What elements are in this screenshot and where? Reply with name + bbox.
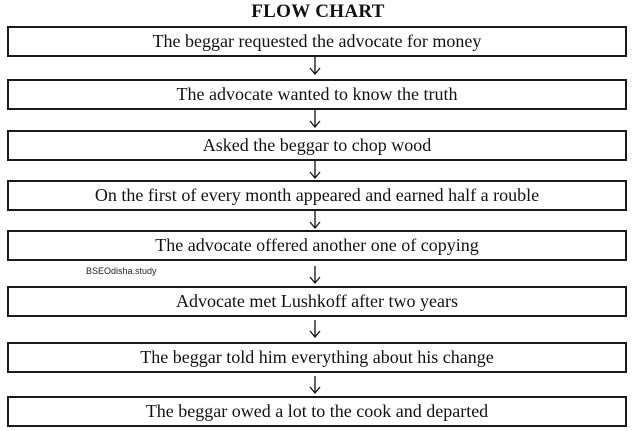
step-label-8: The beggar owed a lot to the cook and departed (145, 401, 489, 421)
down-arrow-icon (308, 160, 322, 180)
step-box-8 (7, 396, 627, 427)
down-arrow-icon (308, 109, 322, 129)
step-label-7: The beggar told him everything about his change (140, 347, 494, 367)
step-box-6 (7, 286, 627, 317)
down-arrow-icon (308, 210, 322, 230)
flowchart-title: FLOW CHART (251, 1, 385, 22)
down-arrow-icon (308, 56, 322, 76)
step-box-2 (7, 79, 627, 110)
down-arrow-icon (308, 319, 322, 339)
down-arrow-icon (308, 375, 322, 395)
step-label-2: The advocate wanted to know the truth (176, 84, 458, 104)
step-box-5 (7, 230, 627, 261)
down-arrow-icon (308, 265, 322, 285)
watermark: BSEOdisha.study (86, 266, 157, 276)
step-box-7 (7, 342, 627, 373)
step-label-1: The beggar requested the advocate for money (152, 31, 482, 51)
step-label-6: Advocate met Lushkoff after two years (175, 291, 459, 311)
step-box-3 (7, 130, 627, 161)
step-box-4 (7, 180, 627, 211)
step-label-3: Asked the beggar to chop wood (202, 135, 432, 155)
step-label-4: On the first of every month appeared and earned half a rouble (94, 185, 540, 205)
step-label-5: The advocate offered another one of copying (155, 235, 479, 255)
step-box-1 (7, 26, 627, 57)
